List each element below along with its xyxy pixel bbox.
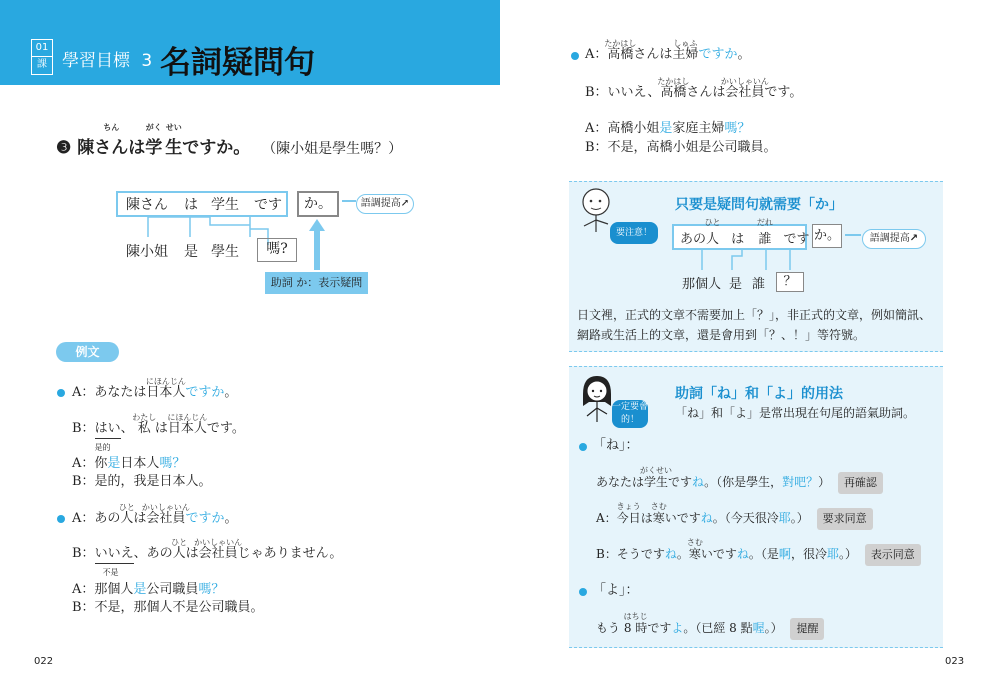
tip1-zh-2: 是 xyxy=(729,277,743,292)
ne-heading: 「ね」： xyxy=(593,438,639,453)
ex1-b-zh: B：是的，我是日本人。 xyxy=(72,474,212,489)
tip1-ka-box: か。 xyxy=(812,224,842,248)
zh-q-box: 嗎? xyxy=(257,238,297,262)
page-title: 名詞疑問句 xyxy=(160,45,315,81)
intonation-line xyxy=(845,234,861,236)
ex1-b: B：はい 是的 、 わたし 私 は にほんじん 日本人です。 xyxy=(72,413,245,452)
bullet-icon xyxy=(571,52,579,60)
intonation-line xyxy=(342,200,356,202)
tip1-title: 只要是疑問句就需要「か」 xyxy=(675,197,843,213)
tip1-mapping-lines xyxy=(680,248,810,274)
ex3-a-zh: A：高橋小姐是家庭主婦嗎？ xyxy=(585,121,751,136)
ka-box: か。 xyxy=(297,191,339,217)
zh-w2: 是 xyxy=(184,244,198,260)
ne-example-1: あなたは がくせい 学生ですね。（你是學生，對吧？） 再確認 xyxy=(596,472,883,494)
tip2-title: 助詞「ね」和「よ」的用法 xyxy=(675,386,843,402)
zh-w3: 學生 xyxy=(211,244,239,260)
zh-w1: 陳小姐 xyxy=(126,244,168,260)
yo-heading: 「よ」： xyxy=(593,583,639,598)
tip2-desc: 「ね」和「よ」是常出現在句尾的語氣助詞。 xyxy=(675,406,916,420)
ex2-b: B：いいえ 不是 、あの ひと 人は かいしゃいん 会社員じゃありません。 xyxy=(72,538,343,577)
tag-reconfirm: 再確認 xyxy=(838,472,883,494)
intonation-bubble: 語調提高↗ xyxy=(356,194,414,214)
tip1-zh-3: 誰 xyxy=(752,277,766,292)
goal-label: 學習目標 3 xyxy=(62,51,153,71)
jp-w4: です xyxy=(254,197,282,213)
ex2-b-zh: B：不是，那個人不是公司職員。 xyxy=(72,600,264,615)
page-number-right: 023 xyxy=(945,656,965,667)
jp-w1: 陳さん xyxy=(126,197,168,213)
bullet-icon xyxy=(57,515,65,523)
bullet-icon xyxy=(57,389,65,397)
ne-example-2: A： きょう 今日は さむ 寒いですね。（今天很冷耶。） 要求同意 xyxy=(596,508,873,530)
girl-hair-icon xyxy=(577,372,617,428)
yo-example-1: もう はちじ 8 時ですよ。（已經 8 點喔。） 提醒 xyxy=(596,618,824,640)
particle-note: 助詞 か：表示疑問 xyxy=(265,272,368,294)
ex2-a-zh: A：那個人是公司職員嗎？ xyxy=(72,582,225,597)
arrow-shaft xyxy=(314,230,320,270)
page-number-left: 022 xyxy=(34,656,54,667)
ex3-b: B：いいえ、 たかはし 高橋さんは かいしゃいん 会社員です。 xyxy=(585,77,803,100)
jp-w3: 学生 xyxy=(211,197,239,213)
ex2-a: A：あの ひと 人は かいしゃいん 会社員ですか。 xyxy=(72,503,238,526)
lesson-badge: 01 課 xyxy=(31,39,53,75)
ex1-a-zh: A：你是日本人嗎？ xyxy=(72,456,186,471)
tip1-jp: あの ひと 人 は だれ 誰 です xyxy=(680,218,810,247)
tag-ask-agree: 要求同意 xyxy=(817,508,873,530)
ex3-b-zh: B：不是，高橋小姐是公司職員。 xyxy=(585,140,777,155)
example-label: 例文 xyxy=(56,342,119,362)
tip1-q-box: ？ xyxy=(776,272,804,292)
must-know-badge: 一定要會的！ xyxy=(612,400,648,428)
tag-remind: 提醒 xyxy=(790,618,824,640)
caution-badge: 要注意！ xyxy=(610,222,658,244)
tip1-zh-1: 那個人 xyxy=(682,277,722,292)
tip1-text: 日文裡，正式的文章不需要加上「？」，非正式的文章，例如簡訊、網路或生活上的文章，還是會用到「？、！」等符號。 xyxy=(577,308,932,342)
ex3-a: A： たかはし 高橋さんは しゅふ 主婦ですか。 xyxy=(585,39,751,62)
bullet-icon xyxy=(579,588,587,596)
ne-example-3: B：そうですね。 さむ 寒いですね。（是啊，很冷耶。） 表示同意 xyxy=(596,544,921,566)
jp-w2: は xyxy=(184,197,198,213)
goal-sentence: ❸ ちん 陳さんは がく 学 せい 生ですか。 （陳小姐是學生嗎？） xyxy=(56,123,403,158)
tag-agree: 表示同意 xyxy=(865,544,921,566)
tip1-intonation: 語調提高↗ xyxy=(862,229,926,249)
ex1-a: A：あなたは にほんじん 日本人ですか。 xyxy=(72,377,238,400)
bullet-icon xyxy=(579,443,587,451)
